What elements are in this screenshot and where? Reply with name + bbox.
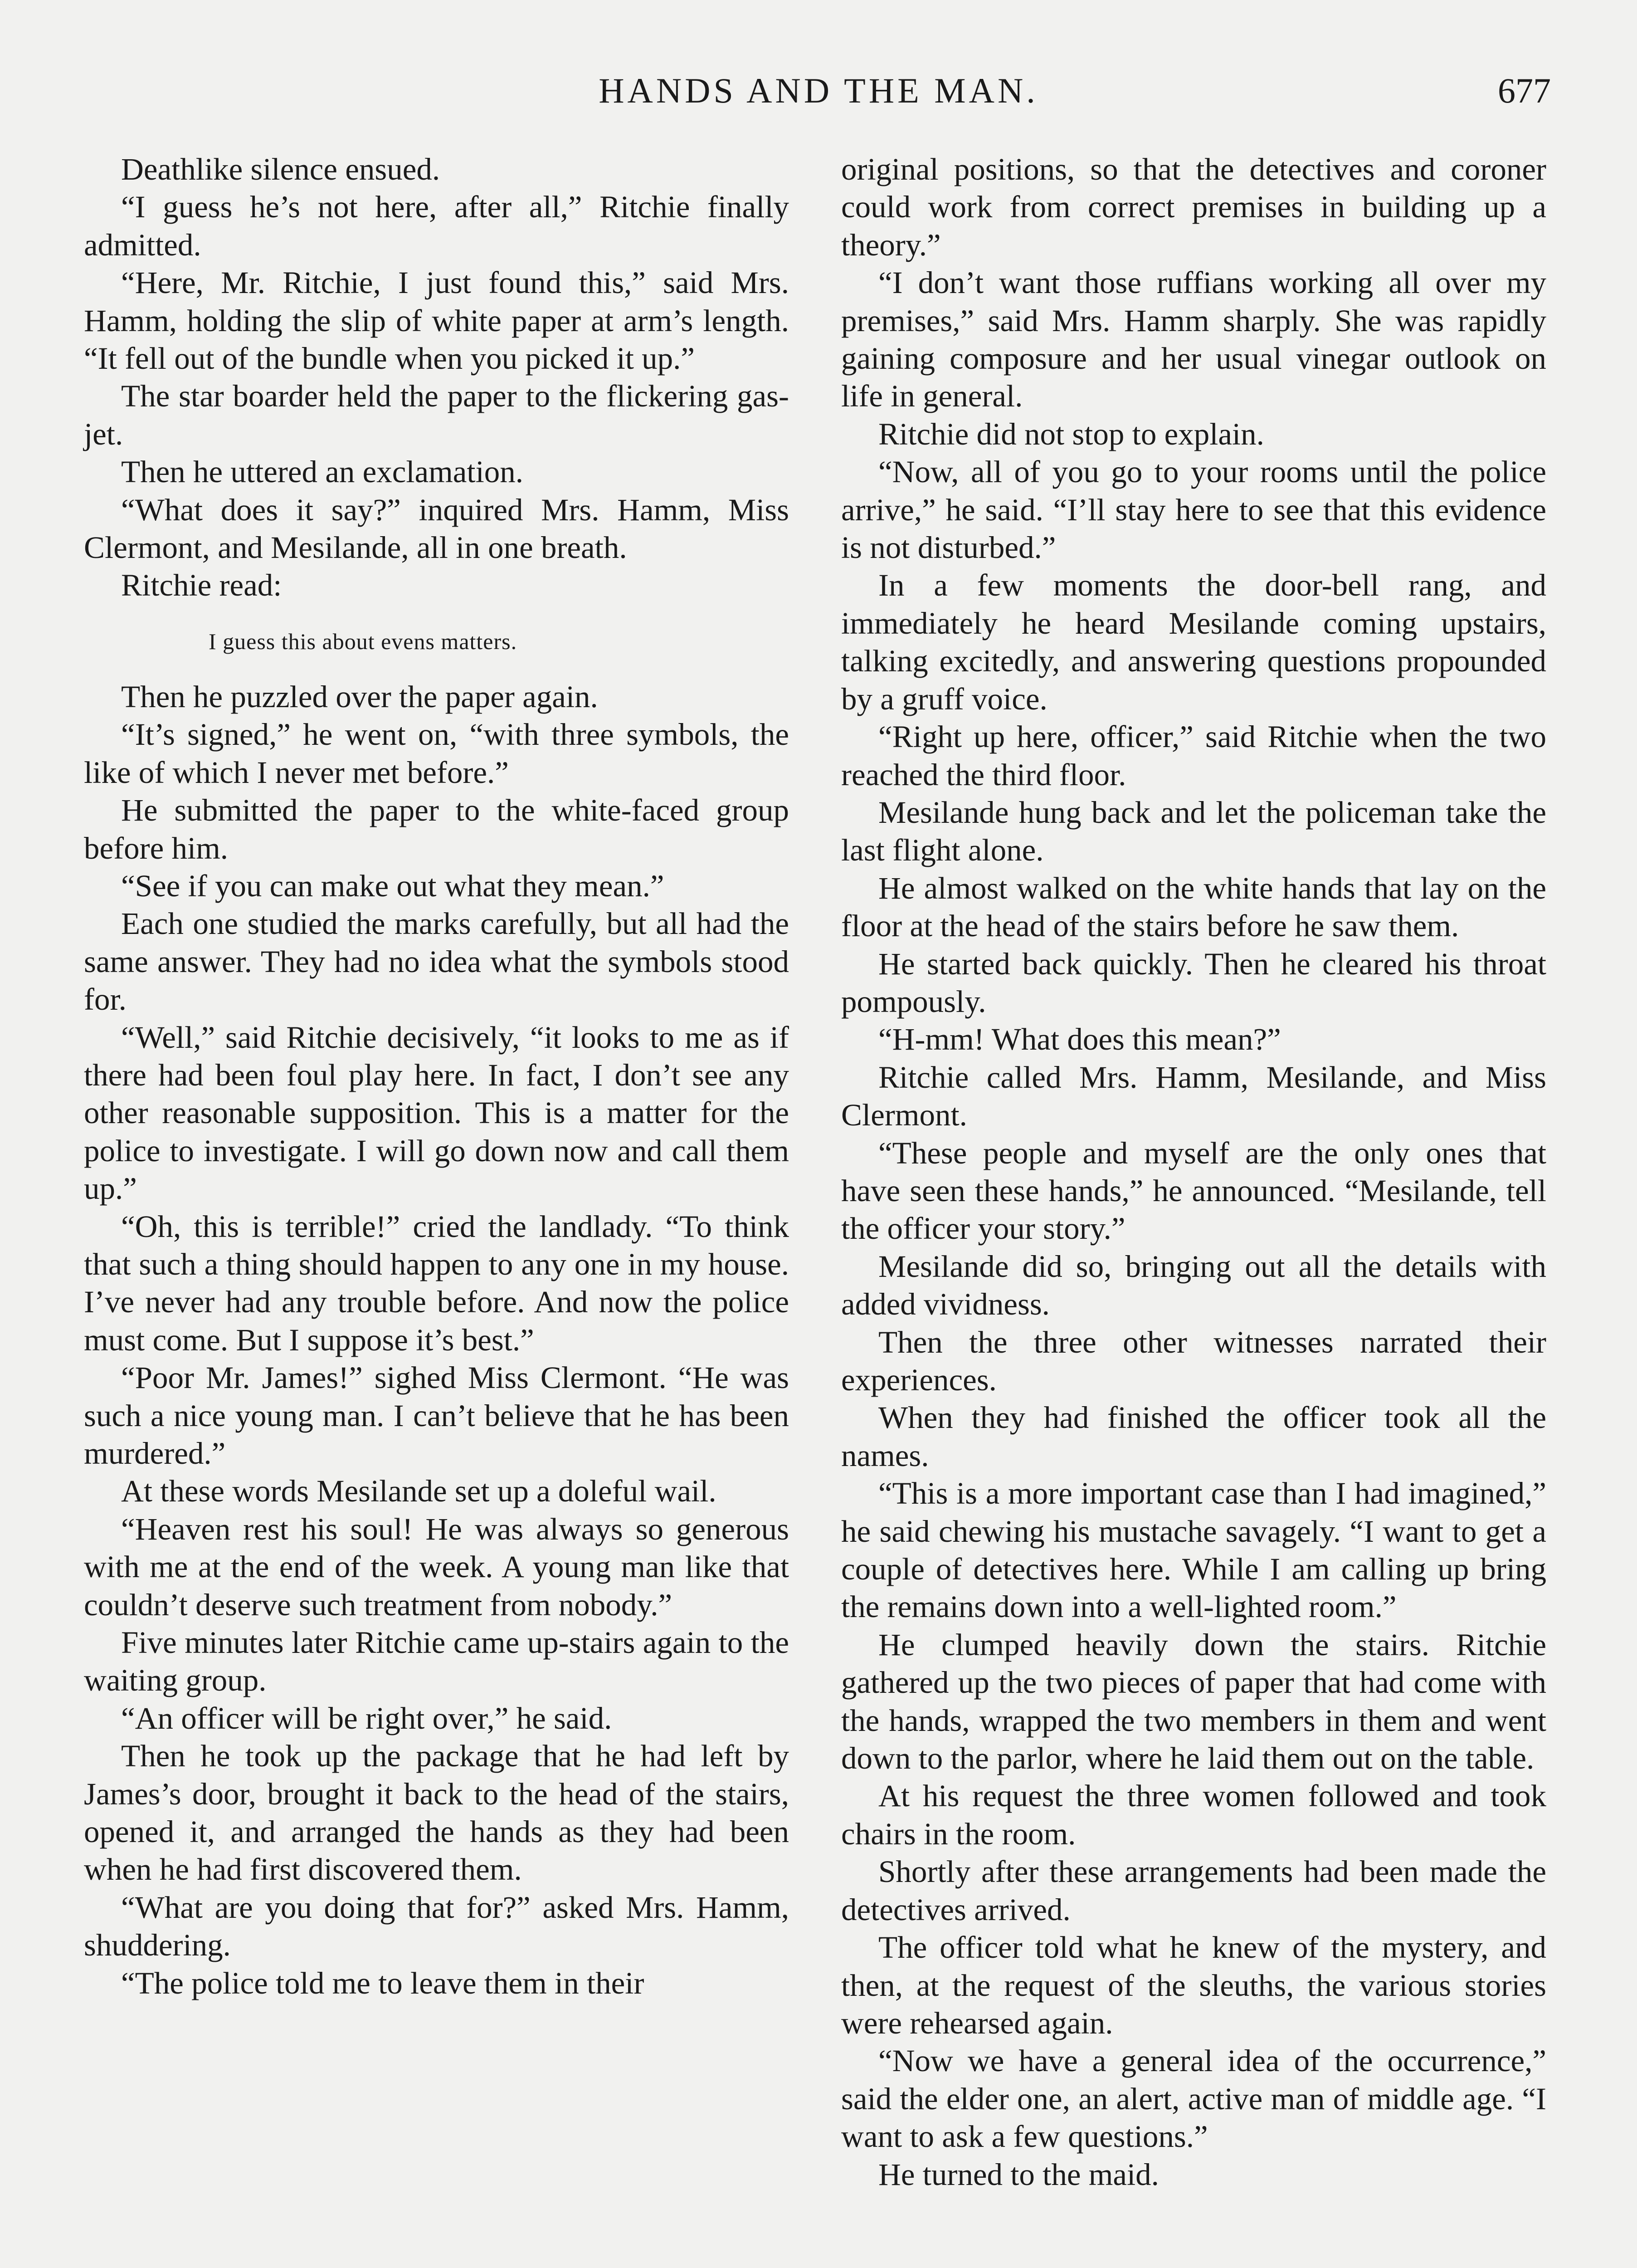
- paragraph: “I guess he’s not here, after all,” Ritchie finally admitted.: [84, 190, 789, 262]
- paragraph: “Now, all of you go to your rooms until the police arrive,” he said. “I’ll stay here to see that this evidence is not disturbed.”: [841, 455, 1546, 565]
- paragraph: “Here, Mr. Ritchie, I just found this,” said Mrs. Hamm, holding the slip of white paper at arm’s length. “It fell out of the bundle when you picked it up.”: [84, 265, 789, 376]
- paragraph: “I don’t want those ruffians working all over my premises,” said Mrs. Hamm sharply. She was rapidly gaining composure and her usual vinegar outlook on life in general.: [841, 265, 1546, 414]
- paragraph: “These people and myself are the only ones that have seen these hands,” he announced. “Mesilande, tell the officer your story.”: [841, 1135, 1546, 1246]
- paragraph: Then he puzzled over the paper again.: [121, 679, 598, 714]
- paragraph: Ritchie read:: [121, 568, 282, 603]
- paragraph: Then the three other witnesses narrated their experiences.: [841, 1325, 1546, 1397]
- paragraph: “H-mm! What does this mean?”: [878, 1022, 1281, 1057]
- paragraph: “Heaven rest his soul! He was always so generous with me at the end of the week. A young man like that couldn’t deserve such treatment from nobody.”: [84, 1511, 789, 1622]
- paragraph: Shortly after these arrangements had been made the detectives arrived.: [841, 1854, 1546, 1927]
- paragraph: Deathlike silence ensued.: [121, 152, 440, 186]
- paragraph: He almost walked on the white hands that lay on the floor at the head of the stairs before he saw them.: [841, 870, 1546, 943]
- paragraph: “Poor Mr. James!” sighed Miss Clermont. “He was such a nice young man. I can’t believe that he has been murdered.”: [84, 1360, 789, 1471]
- paragraph: “An officer will be right over,” he said.: [121, 1701, 612, 1735]
- paragraph: At these words Mesilande set up a doleful wail.: [121, 1474, 716, 1509]
- paragraph: The star boarder held the paper to the flickering gas-jet.: [84, 379, 789, 451]
- paragraph: Mesilande did so, bringing out all the details with added vividness.: [841, 1249, 1546, 1322]
- paragraph: “What are you doing that for?” asked Mrs. Hamm, shuddering.: [84, 1890, 789, 1963]
- running-title: HANDS AND THE MAN.: [599, 71, 1038, 110]
- left-column: [84, 151, 789, 2002]
- paragraph: He clumped heavily down the stairs. Ritchie gathered up the two pieces of paper that had come with the hands, wrapped the two members in them and went down to the parlor, where he laid them out on the table.: [841, 1627, 1546, 1776]
- paragraph: “Oh, this is terrible!” cried the landlady. “To think that such a thing should happen to any one in my house. I’ve never had any trouble before. And now the police must come. But I suppose it’s best.”: [84, 1209, 789, 1357]
- paragraph: He turned to the maid.: [878, 2157, 1159, 2192]
- paragraph: Each one studied the marks carefully, but all had the same answer. They had no idea what the symbols stood for.: [84, 906, 789, 1017]
- paragraph: At his request the three women followed and took chairs in the room.: [841, 1779, 1546, 1851]
- page-header: [0, 64, 1637, 118]
- paragraph: “Now we have a general idea of the occurrence,” said the elder one, an alert, active man of middle age. “I want to ask a few questions.”: [841, 2043, 1546, 2154]
- paragraph: “Well,” said Ritchie decisively, “it looks to me as if there had been foul play here. In fact, I don’t see any other reasonable supposition. This is a matter for the police to investigate. I will go down now and call them up.”: [84, 1020, 789, 1206]
- paragraph: original positions, so that the detectives and coroner could work from correct premises in building up a theory.”: [841, 152, 1546, 262]
- right-column: [841, 151, 1546, 2194]
- paragraph: He started back quickly. Then he cleared his throat pompously.: [841, 946, 1546, 1019]
- paragraph: “What does it say?” inquired Mrs. Hamm, Miss Clermont, and Mesilande, all in one breath.: [84, 492, 789, 565]
- paragraph: “Right up here, officer,” said Ritchie when the two reached the third floor.: [841, 719, 1546, 792]
- paragraph: Then he uttered an exclamation.: [121, 455, 524, 489]
- paragraph: The officer told what he knew of the mystery, and then, at the request of the sleuths, the various stories were rehearsed again.: [841, 1930, 1546, 2040]
- paragraph: Then he took up the package that he had left by James’s door, brought it back to the head of the stairs, opened it, and arranged the hands as they had been when he had first discovered them.: [84, 1739, 789, 1887]
- paragraph: Mesilande hung back and let the policeman take the last flight alone.: [841, 795, 1546, 868]
- paragraph: “This is a more important case than I had imagined,” he said chewing his mustache savagely. “I want to get a couple of detectives here. While I am calling up bring the remains down into a well-lighted room.”: [841, 1476, 1546, 1624]
- quoted-note: I guess this about evens matters.: [209, 628, 517, 654]
- paragraph: Ritchie did not stop to explain.: [878, 416, 1264, 451]
- paragraph: He submitted the paper to the white-faced group before him.: [84, 793, 789, 865]
- paragraph: Five minutes later Ritchie came up-stairs again to the waiting group.: [84, 1625, 789, 1698]
- paragraph: Ritchie called Mrs. Hamm, Mesilande, and Miss Clermont.: [841, 1060, 1546, 1133]
- paragraph: “See if you can make out what they mean.”: [121, 868, 664, 903]
- page-number: 677: [1498, 71, 1551, 110]
- paragraph: “It’s signed,” he went on, “with three symbols, the like of which I never met before.”: [84, 717, 789, 790]
- paragraph: In a few moments the door-bell rang, and immediately he heard Mesilande coming upstairs, talking excitedly, and answering questions propounded by a gruff voice.: [841, 568, 1546, 716]
- paragraph: “The police told me to leave them in their: [121, 1965, 644, 2000]
- paragraph: When they had finished the officer took all the names.: [841, 1400, 1546, 1473]
